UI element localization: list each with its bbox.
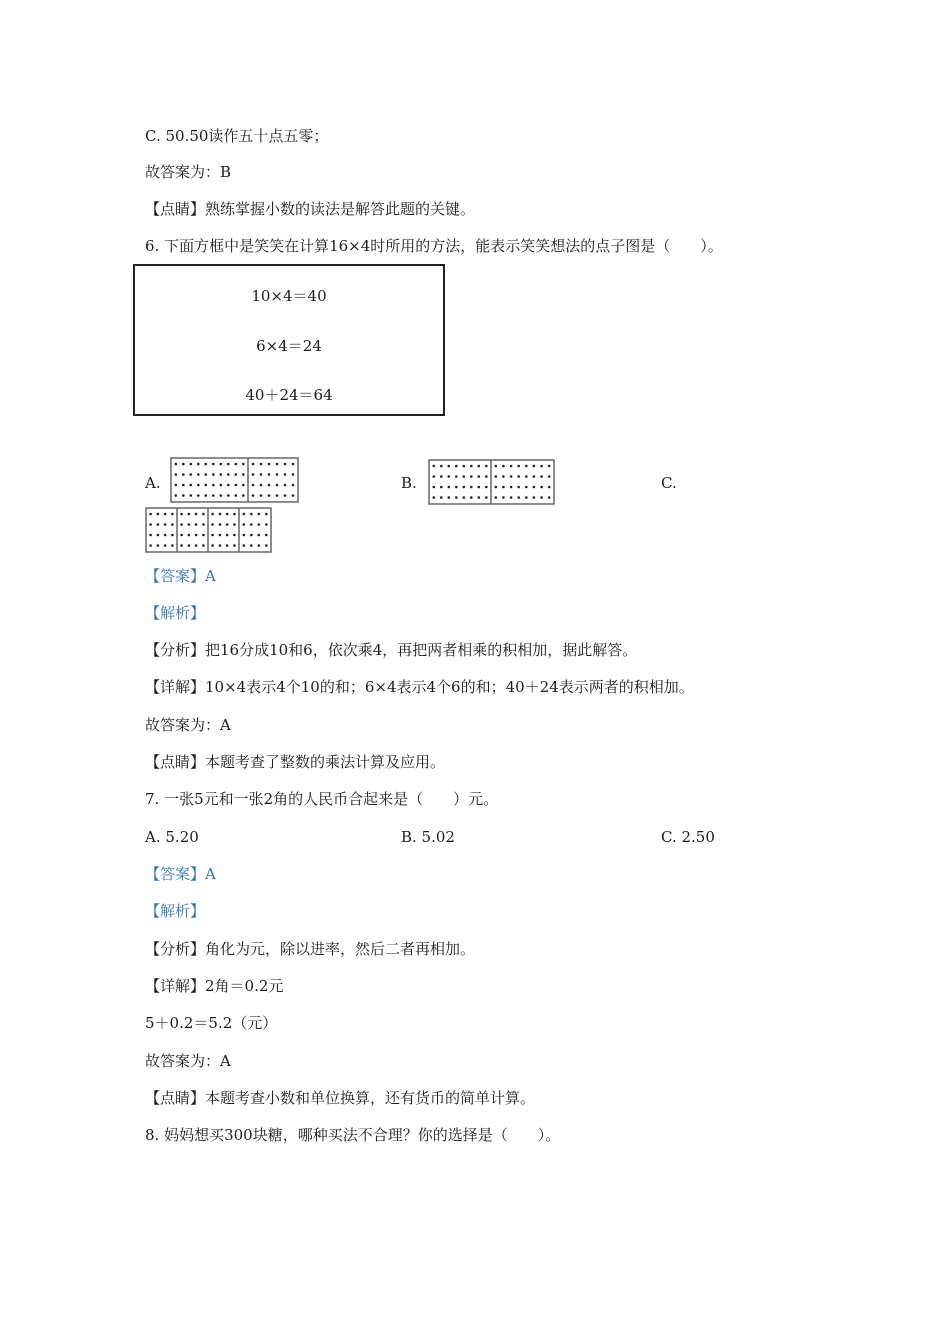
analysis-label: 【解析】 — [145, 604, 206, 622]
dot — [517, 496, 520, 499]
dot — [265, 523, 268, 526]
q7-option-b: B. 5.02 — [401, 828, 455, 846]
dot — [510, 475, 513, 478]
dot — [478, 465, 481, 468]
dot — [233, 523, 236, 526]
dot — [250, 544, 253, 547]
dot — [463, 496, 466, 499]
dot-diagram-a — [170, 457, 300, 504]
dot — [212, 473, 215, 476]
dot — [517, 486, 520, 489]
dot — [227, 494, 230, 497]
dot — [540, 486, 543, 489]
dot — [548, 465, 551, 468]
dot — [252, 473, 255, 476]
dot — [190, 463, 193, 466]
dot — [252, 463, 255, 466]
dot — [195, 544, 198, 547]
dot — [195, 513, 198, 516]
dot — [202, 544, 205, 547]
dot — [157, 534, 160, 537]
dot — [149, 513, 152, 516]
dot — [235, 473, 238, 476]
dot — [212, 494, 215, 497]
dot-diagram-b — [428, 459, 556, 506]
dot — [510, 496, 513, 499]
dot — [495, 475, 498, 478]
dot — [495, 486, 498, 489]
dot — [510, 486, 513, 489]
text-line: 故答案为：A — [145, 1052, 231, 1070]
dot — [235, 484, 238, 487]
dot — [205, 484, 208, 487]
dot — [212, 463, 215, 466]
dot-diagram-c — [145, 507, 273, 554]
dot — [226, 534, 229, 537]
text-line: 故答案为：B — [145, 163, 232, 181]
dot — [226, 513, 229, 516]
dot — [171, 523, 174, 526]
dot — [211, 523, 214, 526]
dot — [276, 473, 279, 476]
dot — [164, 544, 167, 547]
dot — [180, 544, 183, 547]
dot — [502, 465, 505, 468]
dot — [448, 475, 451, 478]
dot — [252, 484, 255, 487]
dot — [433, 475, 436, 478]
dot — [202, 513, 205, 516]
dot — [235, 494, 238, 497]
dot — [243, 544, 246, 547]
dot — [284, 484, 287, 487]
dot — [284, 473, 287, 476]
dot — [220, 484, 223, 487]
text-line: 【点睛】本题考查小数和单位换算，还有货币的简单计算。 — [145, 1089, 536, 1107]
dot — [260, 484, 263, 487]
text-line: 故答案为：A — [145, 716, 231, 734]
dot — [252, 494, 255, 497]
dot — [182, 473, 185, 476]
dot — [510, 465, 513, 468]
dot — [517, 465, 520, 468]
dot — [205, 473, 208, 476]
dot — [533, 496, 536, 499]
dot — [211, 534, 214, 537]
dot — [455, 496, 458, 499]
text-line: 5＋0.2＝5.2（元） — [145, 1014, 278, 1032]
dot — [268, 484, 271, 487]
dot — [250, 513, 253, 516]
dot — [171, 534, 174, 537]
dot — [292, 494, 295, 497]
dot — [171, 513, 174, 516]
dot — [548, 496, 551, 499]
dot — [175, 463, 178, 466]
dot — [276, 484, 279, 487]
dot — [220, 494, 223, 497]
dot — [485, 496, 488, 499]
dot — [517, 475, 520, 478]
dot — [448, 486, 451, 489]
dot — [211, 544, 214, 547]
dot — [260, 473, 263, 476]
dot — [433, 486, 436, 489]
dot — [250, 523, 253, 526]
dot — [440, 486, 443, 489]
dot — [197, 473, 200, 476]
dot — [164, 513, 167, 516]
dot — [265, 534, 268, 537]
dot — [463, 475, 466, 478]
text-line: 【详解】2角＝0.2元 — [145, 977, 284, 995]
dot — [440, 475, 443, 478]
dot — [284, 494, 287, 497]
dot — [219, 534, 222, 537]
dot — [212, 484, 215, 487]
dot — [470, 486, 473, 489]
dot — [202, 534, 205, 537]
dot — [265, 513, 268, 516]
dot — [235, 463, 238, 466]
dot — [525, 465, 528, 468]
dot — [540, 465, 543, 468]
dot — [525, 486, 528, 489]
dot — [276, 463, 279, 466]
dot — [197, 484, 200, 487]
dot — [188, 544, 191, 547]
q7-option-c: C. 2.50 — [661, 828, 715, 846]
dot — [180, 534, 183, 537]
dot — [276, 494, 279, 497]
dot — [268, 494, 271, 497]
dot — [268, 473, 271, 476]
analysis-label: 【解析】 — [145, 902, 206, 920]
dot — [448, 496, 451, 499]
dot — [188, 513, 191, 516]
option-b-label: B. — [401, 474, 417, 492]
dot — [485, 486, 488, 489]
dot — [182, 484, 185, 487]
dot — [190, 494, 193, 497]
dot — [157, 523, 160, 526]
dot — [540, 475, 543, 478]
dot — [157, 513, 160, 516]
dot — [265, 544, 268, 547]
dot — [540, 496, 543, 499]
dot — [220, 473, 223, 476]
dot — [440, 496, 443, 499]
dot — [149, 523, 152, 526]
equation-2: 6×4＝24 — [256, 337, 322, 355]
text-line: 【点睛】本题考查了整数的乘法计算及应用。 — [145, 753, 446, 771]
dot — [548, 475, 551, 478]
dot — [242, 494, 245, 497]
dot — [478, 486, 481, 489]
dot — [533, 486, 536, 489]
dot — [149, 544, 152, 547]
dot — [455, 475, 458, 478]
dot — [455, 465, 458, 468]
dot — [260, 463, 263, 466]
dot — [502, 475, 505, 478]
dot — [182, 463, 185, 466]
dot — [463, 486, 466, 489]
dot — [284, 463, 287, 466]
dot — [260, 494, 263, 497]
dot — [485, 475, 488, 478]
dot — [292, 463, 295, 466]
dot — [258, 523, 261, 526]
dot — [495, 465, 498, 468]
equation-3: 40＋24＝64 — [245, 386, 333, 404]
dot — [220, 463, 223, 466]
dot — [525, 496, 528, 499]
dot — [258, 513, 261, 516]
dot — [197, 494, 200, 497]
dot — [243, 534, 246, 537]
dot — [242, 484, 245, 487]
dot — [227, 484, 230, 487]
dot — [202, 523, 205, 526]
dot — [219, 523, 222, 526]
dot — [292, 484, 295, 487]
dot — [226, 523, 229, 526]
question-8: 8. 妈妈想买300块糖，哪种买法不合理？你的选择是（ ）。 — [145, 1126, 561, 1144]
question-7: 7. 一张5元和一张2角的人民币合起来是（ ）元。 — [145, 790, 499, 808]
dot — [258, 544, 261, 547]
dot — [533, 475, 536, 478]
option-a-label: A. — [145, 474, 161, 492]
dot — [180, 513, 183, 516]
dot — [227, 463, 230, 466]
dot — [219, 513, 222, 516]
dot — [485, 465, 488, 468]
dot — [243, 513, 246, 516]
q7-option-a: A. 5.20 — [145, 828, 199, 846]
dot — [455, 486, 458, 489]
dot — [197, 463, 200, 466]
dot — [188, 523, 191, 526]
dot — [175, 494, 178, 497]
dot — [182, 494, 185, 497]
dot — [171, 544, 174, 547]
dot — [233, 544, 236, 547]
method-box — [133, 264, 445, 416]
dot — [440, 465, 443, 468]
dot — [242, 463, 245, 466]
text-line: 【分析】把16分成10和6，依次乘4，再把两者相乘的积相加，据此解答。 — [145, 641, 638, 659]
text-line: 【点睛】熟练掌握小数的读法是解答此题的关键。 — [145, 200, 476, 218]
dot — [195, 523, 198, 526]
dot — [250, 534, 253, 537]
dot — [292, 473, 295, 476]
dot — [175, 484, 178, 487]
dot — [478, 475, 481, 478]
dot — [258, 534, 261, 537]
dot — [226, 544, 229, 547]
dot — [227, 473, 230, 476]
answer-label: 【答案】A — [145, 567, 216, 585]
dot — [190, 484, 193, 487]
dot — [268, 463, 271, 466]
dot — [233, 534, 236, 537]
dot — [478, 496, 481, 499]
dot — [433, 496, 436, 499]
answer-label: 【答案】A — [145, 865, 216, 883]
dot — [525, 475, 528, 478]
text-line: 【详解】10×4表示4个10的和；6×4表示4个6的和；40＋24表示两者的积相加。 — [145, 678, 694, 696]
dot — [205, 463, 208, 466]
equation-1: 10×4＝40 — [251, 287, 327, 305]
dot — [433, 465, 436, 468]
text-line: 【分析】角化为元，除以进率，然后二者再相加。 — [145, 940, 476, 958]
dot — [205, 494, 208, 497]
dot — [175, 473, 178, 476]
dot — [502, 496, 505, 499]
option-c-label: C. — [661, 474, 677, 492]
dot — [502, 486, 505, 489]
dot — [470, 465, 473, 468]
dot — [188, 534, 191, 537]
dot — [164, 534, 167, 537]
dot — [495, 496, 498, 499]
dot — [243, 523, 246, 526]
dot — [470, 475, 473, 478]
dot — [190, 473, 193, 476]
dot — [180, 523, 183, 526]
dot — [463, 465, 466, 468]
dot — [548, 486, 551, 489]
dot — [448, 465, 451, 468]
dot — [211, 513, 214, 516]
dot — [533, 465, 536, 468]
dot — [219, 544, 222, 547]
dot — [242, 473, 245, 476]
dot — [195, 534, 198, 537]
question-6: 6. 下面方框中是笑笑在计算16×4时所用的方法，能表示笑笑想法的点子图是（ ）。 — [145, 237, 723, 255]
dot — [149, 534, 152, 537]
dot — [470, 496, 473, 499]
dot — [164, 523, 167, 526]
text-line: C. 50.50读作五十点五零； — [145, 127, 329, 145]
dot — [233, 513, 236, 516]
dot — [157, 544, 160, 547]
